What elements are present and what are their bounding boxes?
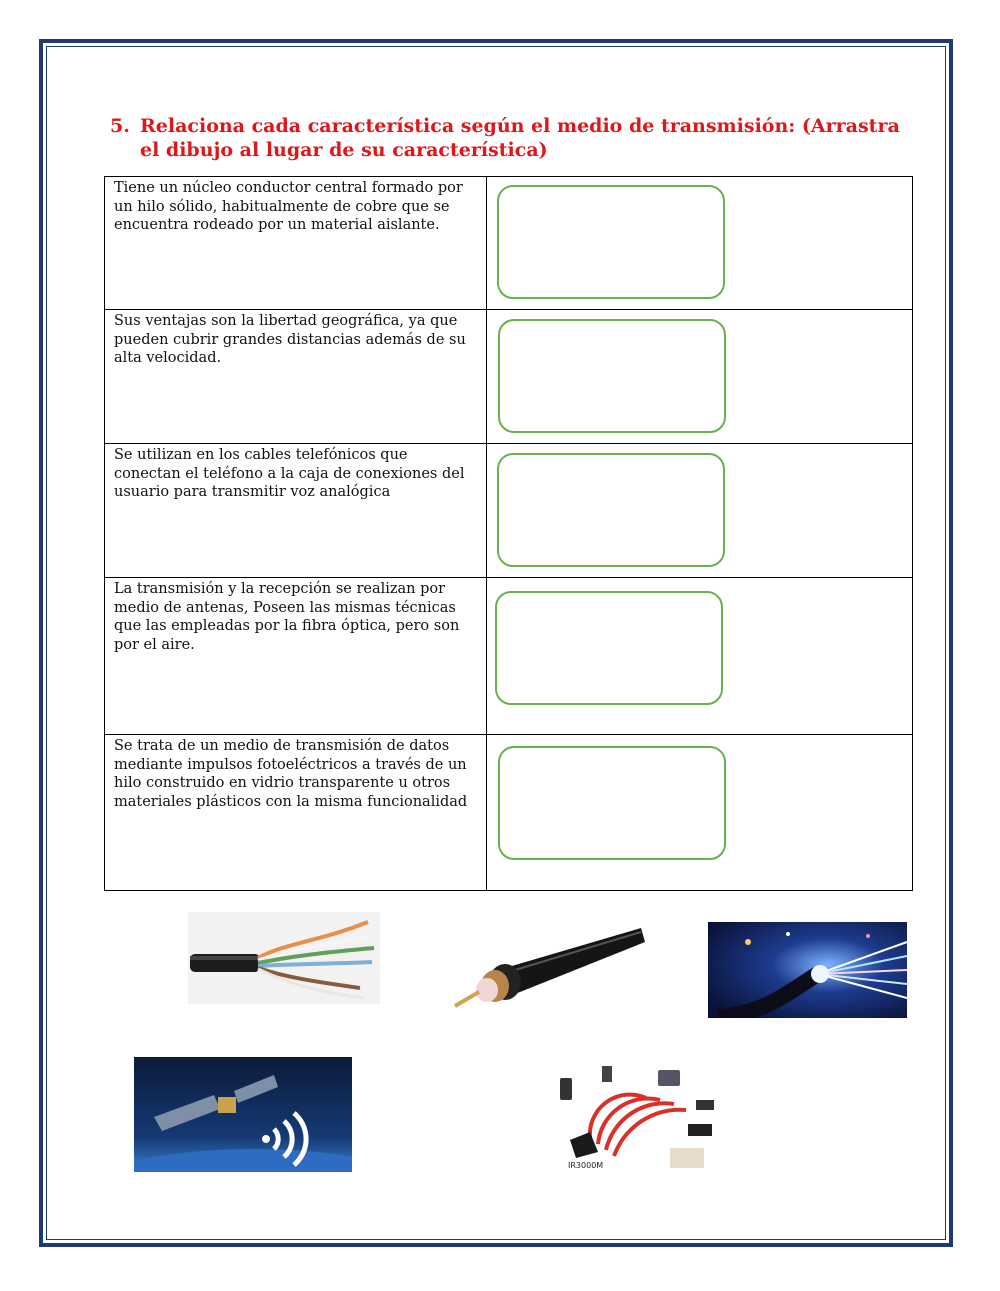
satellite-image[interactable] bbox=[134, 1057, 352, 1172]
fiber-optic-image[interactable] bbox=[708, 922, 907, 1018]
description-cell: La transmisión y la recepción se realizan por medio de antenas, Poseen las mismas técnicas que las empleadas por la fibra óptica, pero son por el aire. bbox=[105, 578, 487, 735]
infrared-devices-image[interactable] bbox=[550, 1060, 728, 1174]
drop-cell bbox=[486, 177, 912, 310]
drop-cell bbox=[486, 444, 912, 578]
question-text: Relaciona cada característica según el medio de transmisión: (Arrastra el dibujo al lugar de su característica) bbox=[140, 115, 900, 161]
table-row bbox=[105, 310, 913, 444]
description-cell: Se utilizan en los cables telefónicos que conectan el teléfono a la caja de conexiones del usuario para transmitir voz analógica bbox=[105, 444, 487, 578]
description-cell: Sus ventajas son la libertad geográfica, ya que pueden cubrir grandes distancias además de su alta velocidad. bbox=[105, 310, 487, 444]
drop-zone-5[interactable] bbox=[498, 746, 726, 860]
table-row bbox=[105, 444, 913, 578]
matching-table bbox=[104, 176, 913, 891]
description-cell: Tiene un núcleo conductor central formado por un hilo sólido, habitualmente de cobre que se encuentra rodeado por un material aislante. bbox=[105, 177, 487, 310]
question-number: 5. bbox=[110, 115, 130, 137]
drop-zone-3[interactable] bbox=[497, 453, 725, 567]
drop-cell bbox=[486, 310, 912, 444]
table-row bbox=[105, 735, 913, 891]
question-heading bbox=[110, 114, 910, 162]
table-row bbox=[105, 177, 913, 310]
description-cell: Se trata de un medio de transmisión de datos mediante impulsos fotoeléctricos a través de un hilo construido en vidrio transparente u otros materiales plásticos con la misma funcionalidad bbox=[105, 735, 487, 891]
table-row bbox=[105, 578, 913, 735]
ir-label: IR3000M bbox=[568, 1161, 604, 1170]
drop-cell bbox=[486, 735, 912, 891]
drop-zone-1[interactable] bbox=[497, 185, 725, 299]
coaxial-cable-image[interactable] bbox=[445, 920, 645, 1016]
drop-zone-4[interactable] bbox=[495, 591, 723, 705]
drop-cell bbox=[486, 578, 912, 735]
twisted-pair-cable-image[interactable] bbox=[188, 912, 380, 1004]
drop-zone-2[interactable] bbox=[498, 319, 726, 433]
